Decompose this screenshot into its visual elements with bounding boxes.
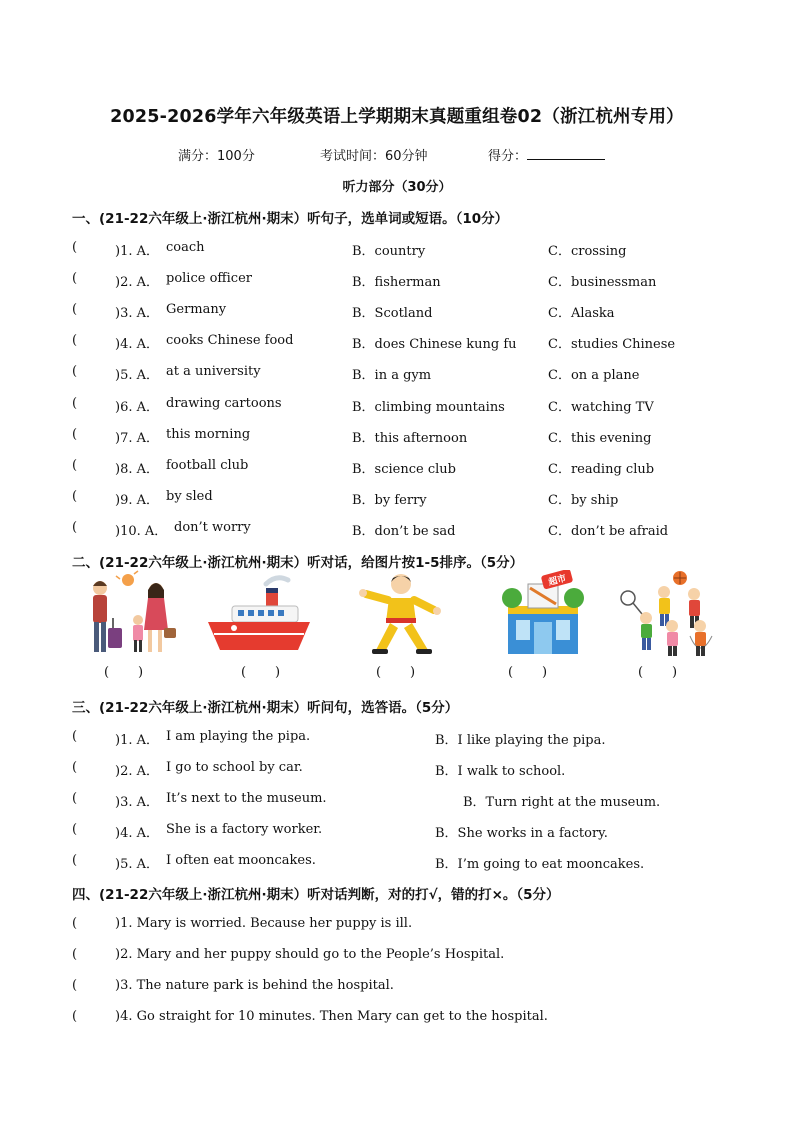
s1-question-4: ( )4. A． cooks Chinese food B．does Chinese kung fu C．studies Chinese <box>72 333 676 352</box>
option-c: C．reading club <box>548 462 655 477</box>
s4-statement-3: ( )3. The nature park is behind the hospital. <box>72 978 394 993</box>
s1-question-3: ( )3. A． Germany B．Scotland C．Alaska <box>72 302 615 321</box>
family-travel-icon <box>68 570 178 660</box>
answer-blank[interactable]: ( <box>72 729 78 744</box>
answer-blank[interactable]: ( <box>72 240 78 255</box>
s1-question-2: ( )2. A． police officer B．fisherman C．businessman <box>72 271 657 290</box>
option-c: C．crossing <box>548 244 627 259</box>
section-4-heading: 四、(21-22六年级上·浙江杭州·期末）听对话判断，对的打√，错的打×。（5分） <box>72 887 560 903</box>
option-b: B．climbing mountains <box>352 400 505 415</box>
option-a: It’s next to the museum. <box>166 791 327 806</box>
answer-blank[interactable]: ( <box>72 302 78 317</box>
option-a: She is a factory worker. <box>166 822 323 837</box>
s1-question-1: ( )1. A． coach B．country C．crossing <box>72 240 627 259</box>
score-label: 得分： <box>488 149 528 164</box>
answer-blank[interactable]: ( <box>72 520 78 535</box>
supermarket-sign-text: 超市 <box>547 573 568 589</box>
section-3-heading: 三、(21-22六年级上·浙江杭州·期末）听问句，选答语。（5分） <box>72 700 459 716</box>
s3-question-3: ( )3. A． It’s next to the museum. B．Turn right at the museum. <box>72 791 661 810</box>
picture-2-answer-blank[interactable]: ( ) <box>241 665 281 680</box>
option-a: don’t worry <box>174 520 251 535</box>
supermarket-icon <box>490 570 600 660</box>
ship-icon <box>204 570 314 660</box>
s3-question-4: ( )4. A． She is a factory worker. B．She works in a factory. <box>72 822 608 841</box>
picture-1-answer-blank[interactable]: ( ) <box>104 665 144 680</box>
option-b: B．in a gym <box>352 368 432 383</box>
option-a: I am playing the pipa. <box>166 729 311 744</box>
s3-question-1: ( )1. A． I am playing the pipa. B．I like playing the pipa. <box>72 729 606 748</box>
option-c: C．don’t be afraid <box>548 524 669 539</box>
listening-part-heading: 听力部分（30分） <box>342 180 452 195</box>
exam-time: 考试时间：60分钟 <box>320 149 428 164</box>
option-a: I go to school by car. <box>166 760 303 775</box>
section-1-heading: 一、(21-22六年级上·浙江杭州·期末）听句子，选单词或短语。（10分） <box>72 211 509 227</box>
full-score: 满分：100分 <box>178 149 255 164</box>
answer-blank[interactable]: ( <box>72 853 78 868</box>
answer-blank[interactable]: ( <box>72 364 78 379</box>
option-a: this morning <box>166 427 251 442</box>
option-a: by sled <box>166 489 213 504</box>
answer-blank[interactable]: ( <box>72 333 78 348</box>
option-b: B．country <box>352 244 426 259</box>
s1-question-5: ( )5. A． at a university B．in a gym C．on a plane <box>72 364 640 383</box>
option-b: B．I walk to school. <box>435 764 566 779</box>
option-b: B．I like playing the pipa. <box>435 733 606 748</box>
option-c: C．on a plane <box>548 368 640 383</box>
option-a: I often eat mooncakes. <box>166 853 316 868</box>
children-playing-icon <box>614 570 724 660</box>
option-b: B．I’m going to eat mooncakes. <box>435 857 645 872</box>
answer-blank[interactable]: ( <box>72 916 78 931</box>
option-c: C．this evening <box>548 431 652 446</box>
option-c: C．businessman <box>548 275 657 290</box>
option-a: Germany <box>166 302 227 317</box>
option-c: C．by ship <box>548 493 619 508</box>
option-c: C．Alaska <box>548 306 615 321</box>
option-c: C．studies Chinese <box>548 337 676 352</box>
s3-question-5: ( )5. A． I often eat mooncakes. B．I’m going to eat mooncakes. <box>72 853 645 872</box>
picture-5-answer-blank[interactable]: ( ) <box>638 665 678 680</box>
page-title: 2025-2026学年六年级英语上学期期末真题重组卷02（浙江杭州专用） <box>110 107 684 127</box>
picture-3-answer-blank[interactable]: ( ) <box>376 665 416 680</box>
option-b: B．don’t be sad <box>352 524 456 539</box>
option-b: B．She works in a factory. <box>435 826 608 841</box>
score-blank[interactable] <box>527 147 605 160</box>
answer-blank[interactable]: ( <box>72 396 78 411</box>
answer-blank[interactable]: ( <box>72 822 78 837</box>
s1-question-6: ( )6. A． drawing cartoons B．climbing mountains C．watching TV <box>72 396 654 415</box>
option-a: coach <box>166 240 205 255</box>
option-a: cooks Chinese food <box>166 333 294 348</box>
option-b: B．Turn right at the museum. <box>463 795 661 810</box>
option-b: B．fisherman <box>352 275 441 290</box>
option-b: B．Scotland <box>352 306 433 321</box>
answer-blank[interactable]: ( <box>72 271 78 286</box>
answer-blank[interactable]: ( <box>72 489 78 504</box>
answer-blank[interactable]: ( <box>72 427 78 442</box>
option-b: B．science club <box>352 462 456 477</box>
answer-blank[interactable]: ( <box>72 947 78 962</box>
s1-question-8: ( )8. A． football club B．science club C．reading club <box>72 458 655 477</box>
option-a: football club <box>166 458 249 473</box>
s4-statement-2: ( )2. Mary and her puppy should go to the People’s Hospital. <box>72 947 505 962</box>
kung-fu-boy-icon <box>346 570 456 660</box>
s1-question-9: ( )9. A． by sled B．by ferry C．by ship <box>72 489 619 508</box>
option-a: at a university <box>166 364 261 379</box>
s4-statement-4: ( )4. Go straight for 10 minutes. Then Mary can get to the hospital. <box>72 1009 548 1024</box>
option-a: drawing cartoons <box>166 396 282 411</box>
s1-question-7: ( )7. A． this morning B．this afternoon C．this evening <box>72 427 652 446</box>
answer-blank[interactable]: ( <box>72 791 78 806</box>
answer-blank[interactable]: ( <box>72 978 78 993</box>
s3-question-2: ( )2. A． I go to school by car. B．I walk to school. <box>72 760 566 779</box>
option-b: B．by ferry <box>352 493 427 508</box>
answer-blank[interactable]: ( <box>72 458 78 473</box>
section-2-heading: 二、(21-22六年级上·浙江杭州·期末）听对话，给图片按1-5排序。（5分） <box>72 555 524 571</box>
score-field <box>488 145 605 164</box>
answer-blank[interactable]: ( <box>72 760 78 775</box>
picture-4-answer-blank[interactable]: ( ) <box>508 665 548 680</box>
s1-question-10: ( )10. A． don’t worry B．don’t be sad C．don’t be afraid <box>72 520 669 539</box>
option-a: police officer <box>166 271 252 286</box>
option-c: C．watching TV <box>548 400 654 415</box>
s4-statement-1: ( )1. Mary is worried. Because her puppy is ill. <box>72 916 413 931</box>
option-b: B．does Chinese kung fu <box>352 337 517 352</box>
answer-blank[interactable]: ( <box>72 1009 78 1024</box>
option-b: B．this afternoon <box>352 431 468 446</box>
